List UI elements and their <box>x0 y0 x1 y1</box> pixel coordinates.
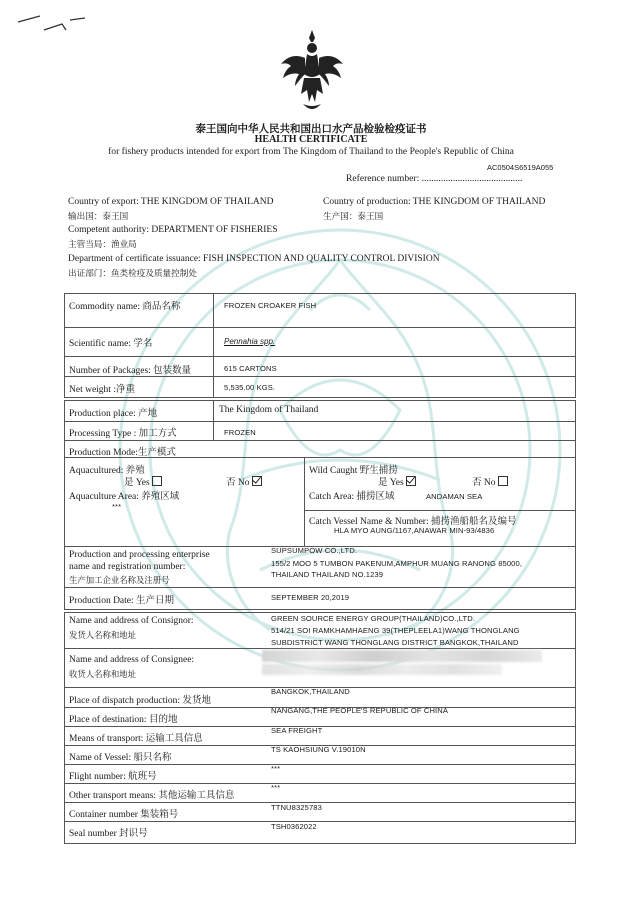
wild-caught-label: Wild Caught 野生捕捞 <box>309 466 398 476</box>
commodity-name-value: FROZEN CROAKER FISH <box>224 301 317 310</box>
production-date-label: Production Date: 生产日期 <box>69 596 175 606</box>
destination-label: Place of destination: 目的地 <box>69 715 178 725</box>
consignor-label: Name and address of Consignor: <box>69 616 194 626</box>
wild-caught-no-checkbox[interactable] <box>498 476 508 486</box>
aquaculture-area-label: Aquaculture Area: 养殖区域 <box>69 492 180 502</box>
dispatch-label: Place of dispatch production: 发货地 <box>69 696 211 706</box>
aquacultured-no: 否 No <box>226 474 262 488</box>
aquacultured-label: Aquacultured: 养殖 <box>69 466 145 476</box>
country-of-export-cn: 输出国：泰王国 <box>68 211 129 221</box>
production-mode-label: Production Mode:生产模式 <box>69 448 176 458</box>
handwritten-mark <box>10 8 90 48</box>
garuda-emblem <box>277 28 347 116</box>
reference-number: Reference number: .......................................... <box>346 173 523 184</box>
reference-code: AC0504S6519A055 <box>487 163 554 172</box>
processing-type-label: Processing Type : 加工方式 <box>69 429 177 439</box>
flight-number-value: *** <box>271 764 281 773</box>
other-transport-value: *** <box>271 783 281 792</box>
issuing-department-cn: 出证部门：鱼类检疫及质量控制处 <box>68 268 197 278</box>
country-of-production: Country of production: THE KINGDOM OF THAILAND <box>323 197 546 207</box>
other-transport-label: Other transport means: 其他运输工具信息 <box>69 791 235 801</box>
consignor-value-3: SUBDISTRICT WANG THONGLANG DISTRICT BANGKOK,THAILAND <box>271 638 519 647</box>
seal-number-value: TSH0362022 <box>271 822 317 831</box>
enterprise-value-2: 155/2 MOO 5 TUMBON PAKENUM,AMPHUR MUANG RANONG 85000, <box>271 559 523 568</box>
enterprise-label-cn: 生产加工企业名称及注册号 <box>69 576 170 585</box>
title-cn: 泰王国向中华人民共和国出口水产品检验检疫证书 <box>195 124 427 135</box>
processing-type-value: FROZEN <box>224 428 256 437</box>
enterprise-value-3: THAILAND THAILAND NO.1239 <box>271 570 384 579</box>
wild-caught-no: 否 No <box>472 474 508 488</box>
wild-caught-yes: 是 Yes <box>378 474 416 488</box>
aquacultured-yes-checkbox[interactable] <box>152 476 162 486</box>
catch-vessel-label: Catch Vessel Name & Number: 捕捞渔船船名及编号 <box>309 517 517 527</box>
container-number-value: TTNU8325783 <box>271 803 322 812</box>
seal-number-label: Seal number 封识号 <box>69 829 148 839</box>
packages-label: Number of Packages: 包装数量 <box>69 366 192 376</box>
production-place-label: Production place: 产地 <box>69 409 158 419</box>
consignor-label-cn: 发货人名称和地址 <box>69 631 136 640</box>
title-en: HEALTH CERTIFICATE <box>254 134 368 145</box>
net-weight-label: Net weight :净重 <box>69 385 135 395</box>
net-weight-value: 5,535.00 KGS. <box>224 383 276 392</box>
consignee-label: Name and address of Consignee: <box>69 655 195 665</box>
enterprise-label-2: name and registration number: <box>69 562 186 572</box>
subtitle: for fishery products intended for export from The Kingdom of Thailand to the People's Republic of China <box>108 146 514 157</box>
catch-area-label: Catch Area: 捕捞区域 <box>309 492 395 502</box>
aquaculture-area-value: *** <box>112 502 122 511</box>
scientific-name-label: Scientific name: 学名 <box>69 339 153 349</box>
competent-authority: Competent authority: DEPARTMENT OF FISHERIES <box>68 225 278 235</box>
consignee-redacted <box>262 650 542 662</box>
container-number-label: Container number 集装箱号 <box>69 810 179 820</box>
scientific-name-value: Pennahia spp. <box>224 337 276 346</box>
production-place-value: The Kingdom of Thailand <box>219 405 319 415</box>
dispatch-value: BANGKOK,THAILAND <box>271 687 350 696</box>
vessel-name-label: Name of Vessel: 船只名称 <box>69 753 172 763</box>
catch-area-value: ANDAMAN SEA <box>426 492 483 501</box>
production-date-value: SEPTEMBER 20,2019 <box>271 593 350 602</box>
country-of-production-cn: 生产国：泰王国 <box>323 211 384 221</box>
transport-value: SEA FREIGHT <box>271 726 323 735</box>
aquacultured-no-checkbox[interactable] <box>252 476 262 486</box>
transport-label: Means of transport: 运输工具信息 <box>69 734 203 744</box>
commodity-name-label: Commodity name: 商品名称 <box>69 302 181 312</box>
destination-value: NANGANG,THE PEOPLE'S REPUBLIC OF CHINA <box>271 706 448 715</box>
catch-vessel-value: HLA MYO AUNG/1167,ANAWAR MIN-93/4836 <box>334 526 495 535</box>
wild-caught-yes-checkbox[interactable] <box>406 476 416 486</box>
consignor-value-2: 514/21 SOI RAMKHAMHAENG 39(THEPLEELA1)WANG THONGLANG <box>271 626 520 635</box>
competent-authority-cn: 主管当局：渔业局 <box>68 239 137 249</box>
consignor-value-1: GREEN SOURCE ENERGY GROUP(THAILAND)CO.,LTD. <box>271 614 476 623</box>
flight-number-label: Flight number: 航班号 <box>69 772 157 782</box>
vessel-name-value: TS KAOHSIUNG V.19010N <box>271 745 366 754</box>
issuing-department: Department of certificate issuance: FISH INSPECTION AND QUALITY CONTROL DIVISION <box>68 254 440 264</box>
aquacultured-yes: 是 Yes <box>124 474 162 488</box>
country-of-export: Country of export: THE KINGDOM OF THAILAND <box>68 197 274 207</box>
enterprise-value-1: SUPSUMPOW CO.,LTD. <box>271 546 358 555</box>
packages-value: 615 CARTONS <box>224 364 277 373</box>
enterprise-label-1: Production and processing enterprise <box>69 550 210 560</box>
consignee-label-cn: 收货人名称和地址 <box>69 670 136 679</box>
